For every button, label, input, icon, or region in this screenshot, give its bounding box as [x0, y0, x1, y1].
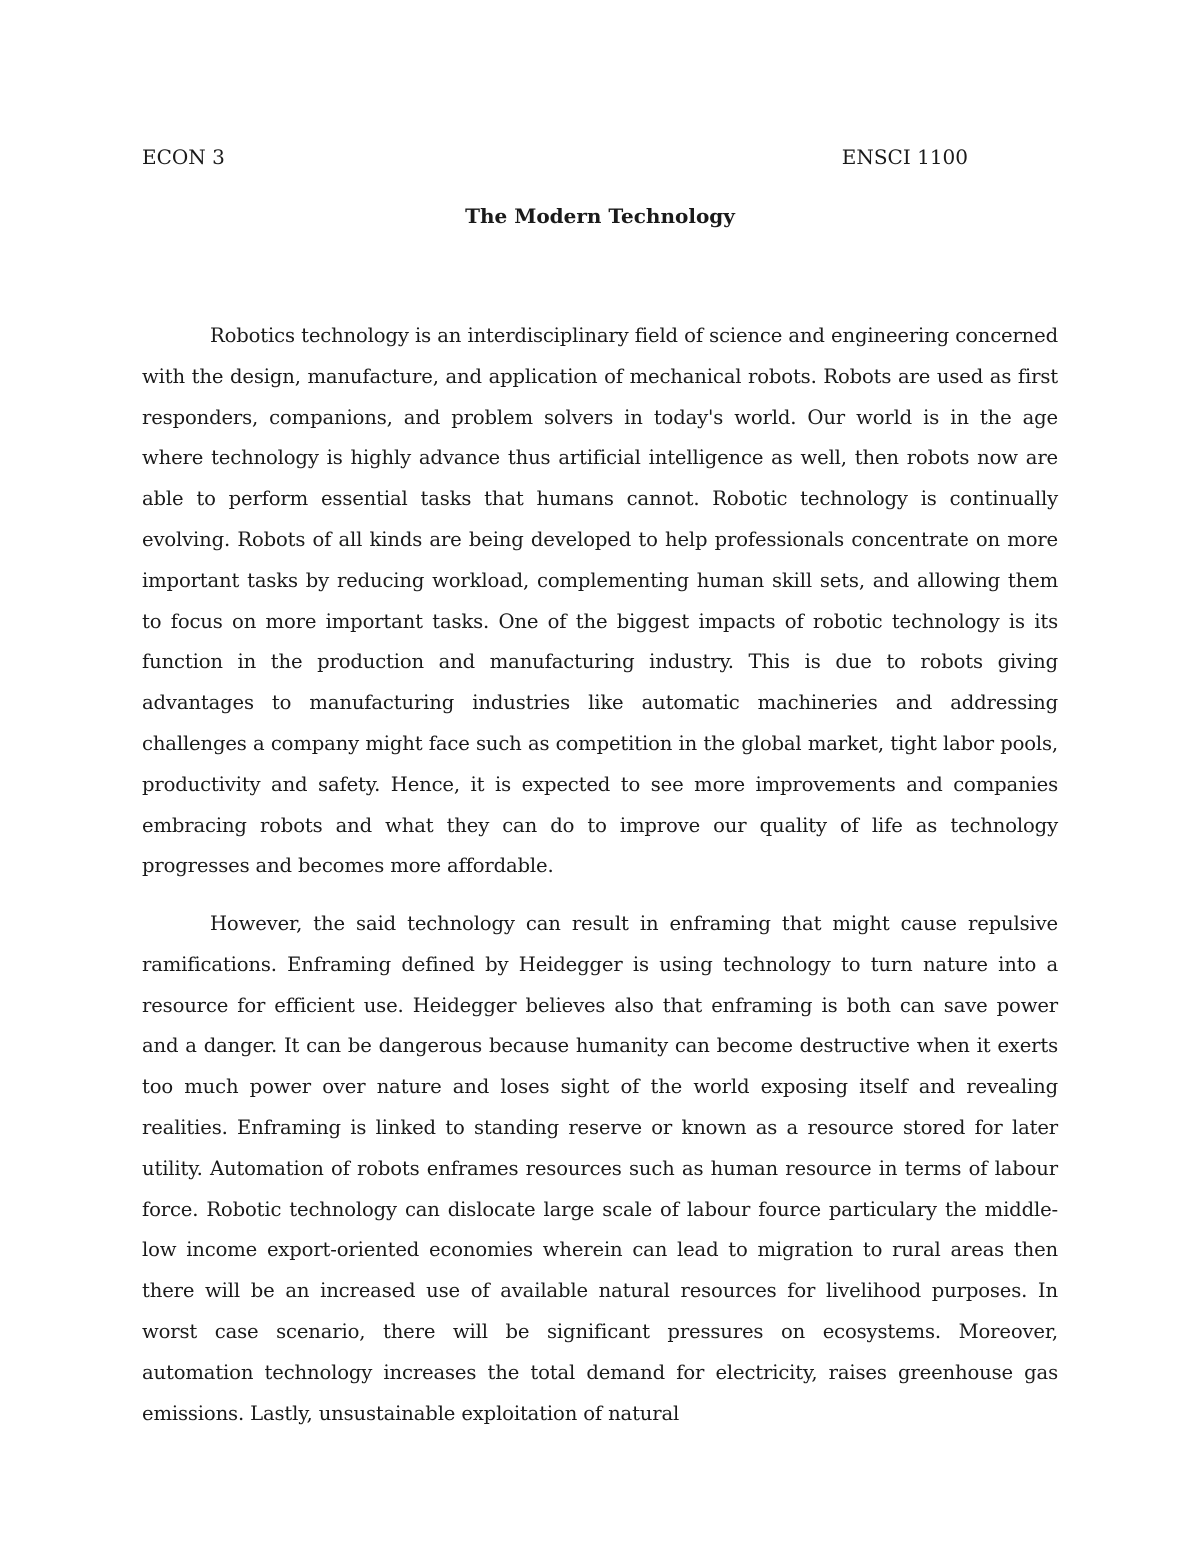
- body-paragraph-1: Robotics technology is an interdisciplinary field of science and engineering concerned with the design, manufacture, and application of mechanical robots. Robots are used as first responders, companions, and problem solvers in today's world. Our world is in the age where technology is highly advance thus artificial intelligence as well, then robots now are able to perform essential tasks that humans cannot. Robotic technology is continually evolving. Robots of all kinds are being developed to help professionals concentrate on more important tasks by reducing workload, complementing human skill sets, and allowing them to focus on more important tasks. One of the biggest impacts of robotic technology is its function in the production and manufacturing industry. This is due to robots giving advantages to manufacturing industries like automatic machineries and addressing challenges a company might face such as competition in the global market, tight labor pools, productivity and safety. Hence, it is expected to see more improvements and companies embracing robots and what they can do to improve our quality of life as technology progresses and becomes more affordable.: [142, 324, 1058, 878]
- document-title: The Modern Technology: [465, 204, 735, 228]
- page-header: [142, 142, 968, 172]
- course-code-right: ENSCI 1100: [841, 145, 968, 169]
- course-code-left: ECON 3: [142, 145, 225, 169]
- body-paragraph-2: However, the said technology can result in enframing that might cause repulsive ramifications. Enframing defined by Heidegger is using technology to turn nature into a resource for efficient use. Heidegger believes also that enframing is both can save power and a danger. It can be dangerous because humanity can become destructive when it exerts too much power over nature and loses sight of the world exposing itself and revealing realities. Enframing is linked to standing reserve or known as a resource stored for later utility. Automation of robots enframes resources such as human resource in terms of labour force. Robotic technology can dislocate large scale of labour fource particulary the middle-low income export-oriented economies wherein can lead to migration to rural areas then there will be an increased use of available natural resources for livelihood purposes. In worst case scenario, there will be significant pressures on ecosystems. Moreover, automation technology increases the total demand for electricity, raises greenhouse gas emissions. Lastly, unsustainable exploitation of natural: [142, 912, 1058, 1425]
